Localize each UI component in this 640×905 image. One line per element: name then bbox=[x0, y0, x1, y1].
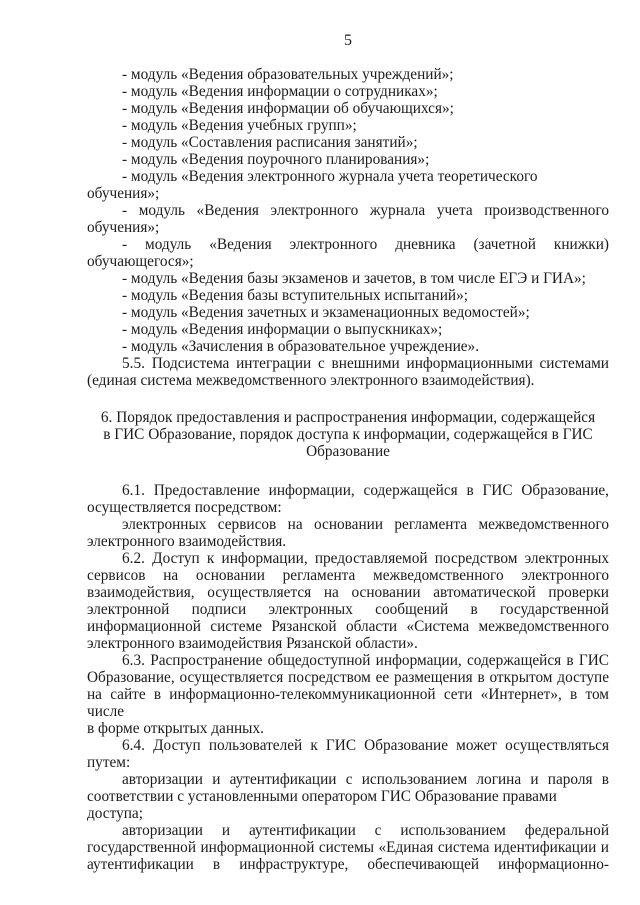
list-item-diary bbox=[87, 236, 609, 270]
list-item: - модуль «Ведения образовательных учреждений»; bbox=[122, 66, 454, 83]
paragraph-6-3 bbox=[87, 652, 609, 737]
line: электронного взаимодействия Рязанской области». bbox=[87, 635, 418, 652]
paragraph-6-1-services bbox=[87, 516, 609, 550]
line: Образование, осуществляется посредством ее размещения в открытом доступе bbox=[87, 669, 609, 686]
line: электронной подписи электронных сообщений в государственной bbox=[87, 601, 609, 618]
paragraph-6-4-login bbox=[87, 771, 609, 822]
line: (единая система межведомственного электронного взаимодействия). bbox=[87, 372, 535, 389]
line: электронных сервисов на основании регламента межведомственного bbox=[122, 516, 609, 533]
list-item: - модуль «Ведения информации об обучающихся»; bbox=[122, 100, 454, 117]
line: 6.1. Предоставление информации, содержащейся в ГИС Образование, bbox=[122, 482, 609, 499]
document-page bbox=[87, 30, 609, 873]
line: сервисов на основании регламента межведомственного электронного bbox=[87, 567, 609, 584]
line: на сайте в информационно-телекоммуникационной сети «Интернет», в том числе bbox=[87, 686, 609, 720]
list-item: - модуль «Составления расписания занятий»; bbox=[122, 134, 418, 151]
heading-line: 6. Порядок предоставления и распространения информации, содержащейся bbox=[100, 409, 596, 426]
paragraph-6-4 bbox=[87, 737, 609, 771]
line: в форме открытых данных. bbox=[87, 720, 264, 737]
list-item: - модуль «Ведения базы вступительных испытаний»; bbox=[122, 287, 468, 304]
list-item: - модуль «Ведения учебных групп»; bbox=[122, 117, 357, 134]
line: 6.4. Доступ пользователей к ГИС Образование может осуществляться bbox=[122, 737, 609, 754]
list-item: - модуль «Ведения базы экзаменов и зачетов, в том числе ЕГЭ и ГИА»; bbox=[122, 270, 586, 287]
line: 6.2. Доступ к информации, предоставляемой посредством электронных bbox=[122, 550, 609, 567]
line: информационной системе Рязанской области «Система межведомственного bbox=[87, 618, 609, 635]
list-item: - модуль «Ведения электронного журнала учета теоретического обучения»; bbox=[87, 168, 538, 202]
list-item: - модуль «Ведения поурочного планирования»; bbox=[122, 151, 430, 168]
line: авторизации и аутентификации с использованием федеральной bbox=[122, 822, 609, 839]
line: соответствии с установленными оператором ГИС Образование правами доступа; bbox=[87, 788, 557, 822]
line: - модуль «Ведения электронного дневника (зачетной книжки) bbox=[122, 236, 609, 253]
line: аутентификации в инфраструктуре, обеспечивающей информационно- bbox=[87, 856, 609, 873]
list-item: - модуль «Зачисления в образовательное учреждение». bbox=[122, 338, 480, 355]
line: 6.3. Распространение общедоступной информации, содержащейся в ГИС bbox=[122, 652, 609, 669]
line: электронного взаимодействия. bbox=[87, 533, 287, 550]
page-number: 5 bbox=[344, 32, 352, 49]
line: взаимодействия, осуществляется на основании автоматической проверки bbox=[87, 584, 609, 601]
paragraph-6-1 bbox=[87, 482, 609, 516]
line: путем: bbox=[87, 754, 131, 771]
line: - модуль «Ведения электронного журнала учета производственного bbox=[122, 202, 609, 219]
line: государственной информационной системы «Единая система идентификации и bbox=[87, 839, 609, 856]
paragraph-6-2 bbox=[87, 550, 609, 652]
list-item-production bbox=[87, 202, 609, 236]
list-item: - модуль «Ведения зачетных и экзаменационных ведомостей»; bbox=[122, 304, 530, 321]
list-item: - модуль «Ведения информации о сотрудниках»; bbox=[122, 83, 438, 100]
paragraph-5-5 bbox=[87, 355, 609, 389]
line: авторизации и аутентификации с использованием логина и пароля в bbox=[122, 771, 609, 788]
paragraph-6-4-esia bbox=[87, 822, 609, 873]
section-6-heading bbox=[87, 409, 609, 460]
heading-line: в ГИС Образование, порядок доступа к информации, содержащейся в ГИС bbox=[103, 426, 593, 443]
line: обучающегося»; bbox=[87, 253, 194, 270]
line: обучения»; bbox=[87, 219, 160, 236]
list-item: - модуль «Ведения информации о выпускниках»; bbox=[122, 321, 443, 338]
modules-list bbox=[87, 66, 609, 355]
line: осуществляется посредством: bbox=[87, 499, 282, 516]
line: 5.5. Подсистема интеграции с внешними информационными системами bbox=[122, 355, 609, 372]
heading-line: Образование bbox=[306, 443, 390, 460]
